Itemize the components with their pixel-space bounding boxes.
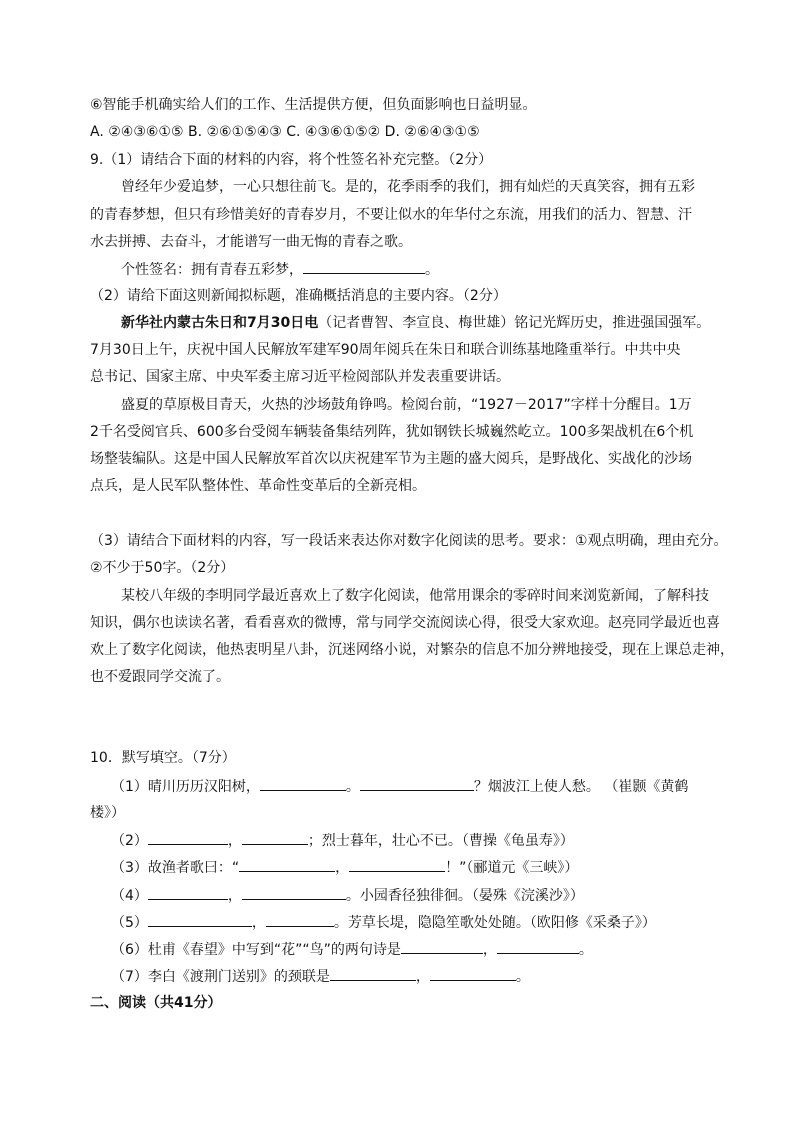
news-line: 总书记、国家主席、中央军委主席习近平检阅部队并发表重要讲话。	[90, 369, 510, 385]
q10-text: ！”（郦道元《三峡》）	[445, 860, 579, 876]
q9-part1-title: 9.（1）请结合下面的材料的内容，将个性签名补充完整。（2分）	[90, 152, 493, 168]
news-line: 7月30日上午，庆祝中国人民解放军建军90周年阅兵在朱日和联合训练基地隆重举行。中共中央	[90, 342, 681, 358]
q10-title: 10．默写填空。（7分）	[90, 750, 236, 766]
news-line1-rest: （记者曹智、李宣良、梅世雄）铭记光辉历史，推进强国强军。	[318, 315, 711, 331]
q10-item-1-cont: 楼》）	[90, 805, 125, 821]
q9-part3-title: （3）请结合下面材料的内容，写一段话来表达你对数字化阅读的思考。要求：①观点明确，理由充分。	[90, 533, 728, 549]
q10-item-5	[111, 912, 731, 933]
q10-text: 。小园香径独徘徊。（晏殊《浣溪沙》）	[345, 888, 584, 904]
fill-blank[interactable]	[148, 912, 252, 927]
news-para2-line: 场整装编队。这是中国人民解放军首次以庆祝建军节为主题的盛大阅兵，是野战化、实战化的沙场	[90, 451, 692, 467]
fill-blank[interactable]	[242, 830, 308, 845]
signature-blank[interactable]	[303, 259, 425, 274]
q9-part3-para-line: 欢上了数字化阅读，他热衷明星八卦，沉迷网络小说，对繁杂的信息不加分辨地接受，现在上课总走神，	[90, 642, 734, 658]
q10-text: （1）晴川历历汉阳树，	[111, 779, 260, 795]
q9-part1-para-line: 的青春梦想，但只有珍惜美好的青春岁月，不要让似水的年华付之东流，用我们的活力、智慧、汗	[90, 207, 692, 223]
fill-blank[interactable]	[242, 885, 346, 900]
q10-text: （2）	[111, 833, 148, 849]
fill-blank[interactable]	[401, 939, 483, 954]
news-para2-line: 2千名受阅官兵、600多台受阅车辆装备集结列阵，犹如钢铁长城巍然屹立。100多架战机在6个机	[90, 424, 694, 440]
q10-text: 。	[578, 942, 593, 958]
q9-part3-para-line: 某校八年级的李明同学最近喜欢上了数字化阅读，他常用课余的零碎时间来浏览新闻，了解科技	[121, 588, 709, 604]
q10-text: ，	[482, 942, 497, 958]
q10-text: 。	[345, 779, 360, 795]
q10-item-4	[111, 885, 731, 906]
q10-item-2	[111, 830, 731, 851]
q10-text: ，	[415, 969, 430, 985]
fill-blank[interactable]	[349, 857, 445, 872]
q10-text: ；烈士暮年，壮心不已。（曹操《龟虽寿》）	[307, 833, 574, 849]
fill-blank[interactable]	[266, 912, 334, 927]
fill-blank[interactable]	[239, 857, 335, 872]
q10-text: 。芳草长堤，隐隐笙歌处处随。（欧阳修《采桑子》）	[333, 915, 656, 931]
q10-text: （3）故渔者歌曰：“	[111, 860, 240, 876]
q9-part3-para-line: 也不爱跟同学交流了。	[90, 669, 230, 685]
q8-item-6: ⑥智能手机确实给人们的工作、生活提供方便，但负面影响也日益明显。	[90, 97, 537, 113]
fill-blank[interactable]	[430, 966, 516, 981]
q8-options: A. ②④③⑥①⑤ B. ②⑥①⑤④③ C. ④③⑥①⑤② D. ②⑥④③①⑤	[90, 124, 480, 140]
q9-signature-line	[121, 259, 741, 280]
fill-blank[interactable]	[260, 776, 346, 791]
fill-blank[interactable]	[497, 939, 579, 954]
q9-part3-para-line: 知识，偶尔也读读名著，看看喜欢的微博，常与同学交流阅读心得，很受大家欢迎。赵亮同学最近也喜	[90, 615, 720, 631]
signature-suffix: 。	[425, 262, 439, 278]
q10-text: ，	[251, 915, 266, 931]
q10-text: ？烟波江上使人愁。 （崔颢《黄鹤	[473, 779, 689, 795]
q10-text: ，	[335, 860, 350, 876]
q10-item-1	[111, 776, 731, 797]
fill-blank[interactable]	[360, 776, 474, 791]
q10-item-3	[111, 857, 731, 878]
section-2-title: 二、阅读（共41分）	[90, 995, 222, 1011]
news-para2-line: 盛夏的草原极目青天，火热的沙场鼓角铮鸣。检阅台前，“1927－2017”字样十分醒目。1万	[121, 397, 692, 413]
q10-text: （6）杜甫《春望》中写到“花”“鸟”的两句诗是	[111, 942, 401, 958]
fill-blank[interactable]	[148, 830, 228, 845]
q9-part2-title: （2）请给下面这则新闻拟标题，准确概括消息的主要内容。（2分）	[90, 288, 507, 304]
signature-prefix: 个性签名：拥有青春五彩梦，	[121, 262, 303, 278]
news-line	[121, 313, 741, 333]
q10-text: （5）	[111, 915, 148, 931]
q9-part3-title: ②不少于50字。（2分）	[90, 560, 235, 576]
q10-text: 。	[515, 969, 530, 985]
q10-text: ，	[227, 833, 242, 849]
news-para2-line: 点兵，是人民军队整体性、革命性变革后的全新亮相。	[90, 478, 426, 494]
q10-text: ，	[227, 888, 242, 904]
q9-part1-para-line: 曾经年少爱追梦，一心只想往前飞。是的，花季雨季的我们，拥有灿烂的天真笑容，拥有五彩	[121, 179, 695, 195]
q10-item-6	[111, 939, 731, 960]
q10-text: （7）李白《渡荆门送别》的颈联是	[111, 969, 330, 985]
q10-text: （4）	[111, 888, 148, 904]
q10-item-7	[111, 966, 731, 987]
fill-blank[interactable]	[148, 885, 228, 900]
news-lead: 新华社内蒙古朱日和7月30日电	[121, 315, 319, 331]
q9-part1-para-line: 水去拼搏、去奋斗，才能谱写一曲无悔的青春之歌。	[90, 234, 412, 250]
fill-blank[interactable]	[330, 966, 416, 981]
